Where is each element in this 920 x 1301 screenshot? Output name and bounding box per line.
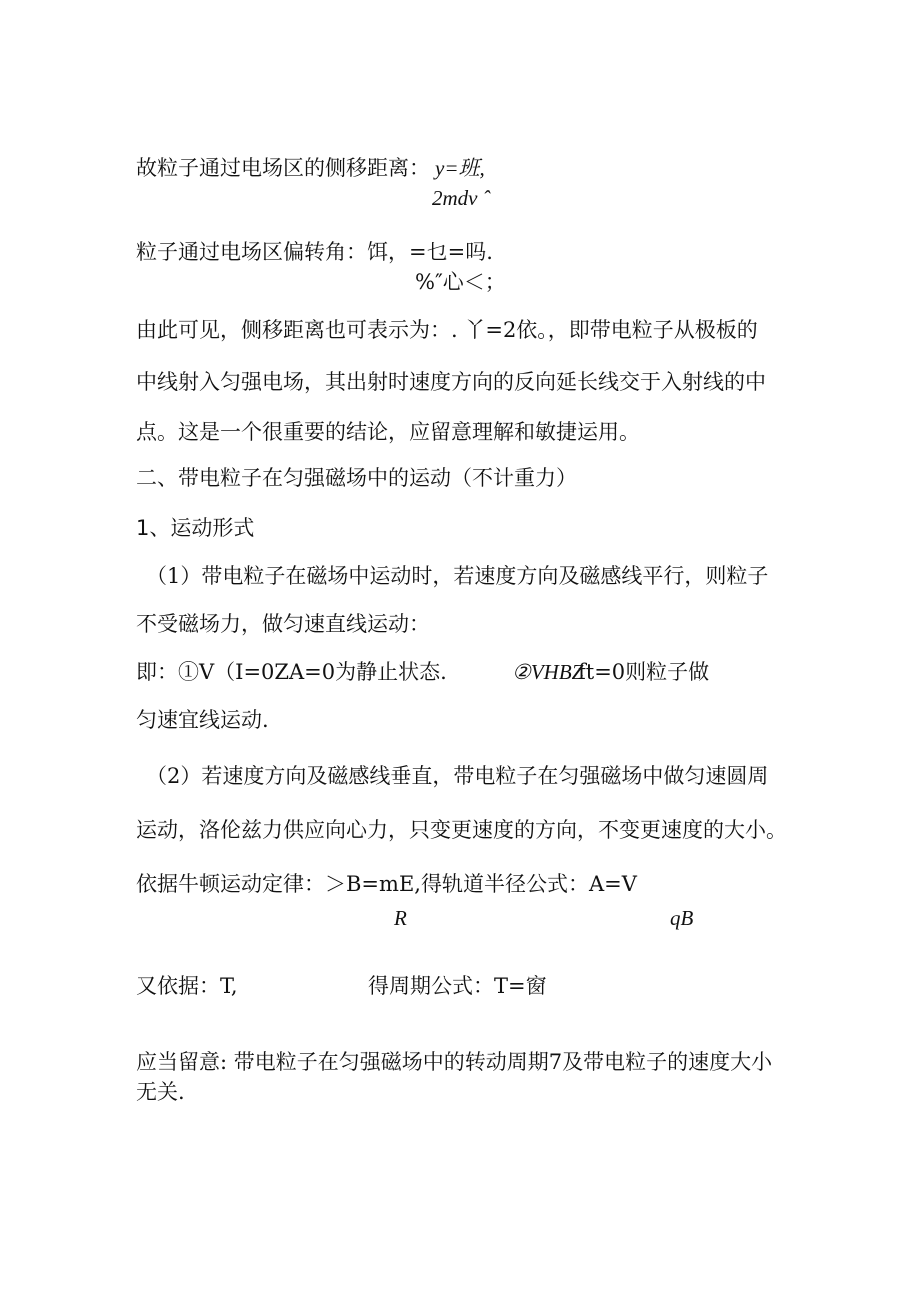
text-line-case-2: （2）若速度方向及磁感线垂直，带电粒子在匀强磁场中做匀速圆周 [146,764,769,788]
text-line-uniform-motion: 匀速宜线运动. [136,708,269,732]
section-heading: 二、带电粒子在匀强磁场中的运动（不计重力） [136,466,577,490]
subsection-heading: 1、运动形式 [136,516,255,540]
text-line-note: 应当留意: 带电粒子在匀强磁场中的转动周期7及带电粒子的速度大小 [136,1050,773,1074]
text-line-deflection-angle: 粒子通过电场区偏转角：饵，=乜=吗. [136,240,493,264]
formula-denominator: 2mdv ˆ [432,186,490,210]
text-line-note-cont: 无关. [136,1080,185,1104]
text-line-conclusion-3: 点。这是一个很重要的结论，应留意理解和敏捷运用。 [136,420,640,444]
text-line-conclusion-1: 由此可见，侧移距离也可表示为：. 丫=2依。，即带电粒子从极板的 [136,318,758,342]
text-line-case-2-cont: 运动，洛伦兹力供应向心力，只变更速度的方向，不变更速度的大小。 [136,818,787,842]
formula-case-1-cond-b: ②VHBZ [512,660,584,684]
text-line-lateral-displacement: 故粒子通过电场区的侧移距离： [136,156,430,180]
formula-radius-qB: qB [670,906,694,930]
text-line-period-formula: 得周期公式：T=窗 [368,974,547,998]
formula-lateral-displacement: y=班, [435,156,485,180]
text-line-case-1-cont: 不受磁场力，做匀速直线运动： [136,612,430,636]
formula-radius-R: R [394,906,407,930]
text-line-case-1-cond-a: 即：①V（I=0ZA=0为静止状态. [136,660,447,684]
text-line-conclusion-2: 中线射入匀强电场，其出射时速度方向的反向延长线交于入射线的中 [136,370,766,394]
text-line-radius-formula: 依据牛顿运动定律：＞B=mE,得轨道半径公式：A=V [136,872,637,896]
text-line-case-1-cond-b: ft=0则粒子做 [578,660,710,684]
text-line-period-basis: 又依据：T, [136,974,238,998]
text-line-case-1: （1）带电粒子在磁场中运动时，若速度方向及磁感线平行，则粒子 [146,564,769,588]
formula-deflection-sub: %″心＜； [415,270,506,294]
